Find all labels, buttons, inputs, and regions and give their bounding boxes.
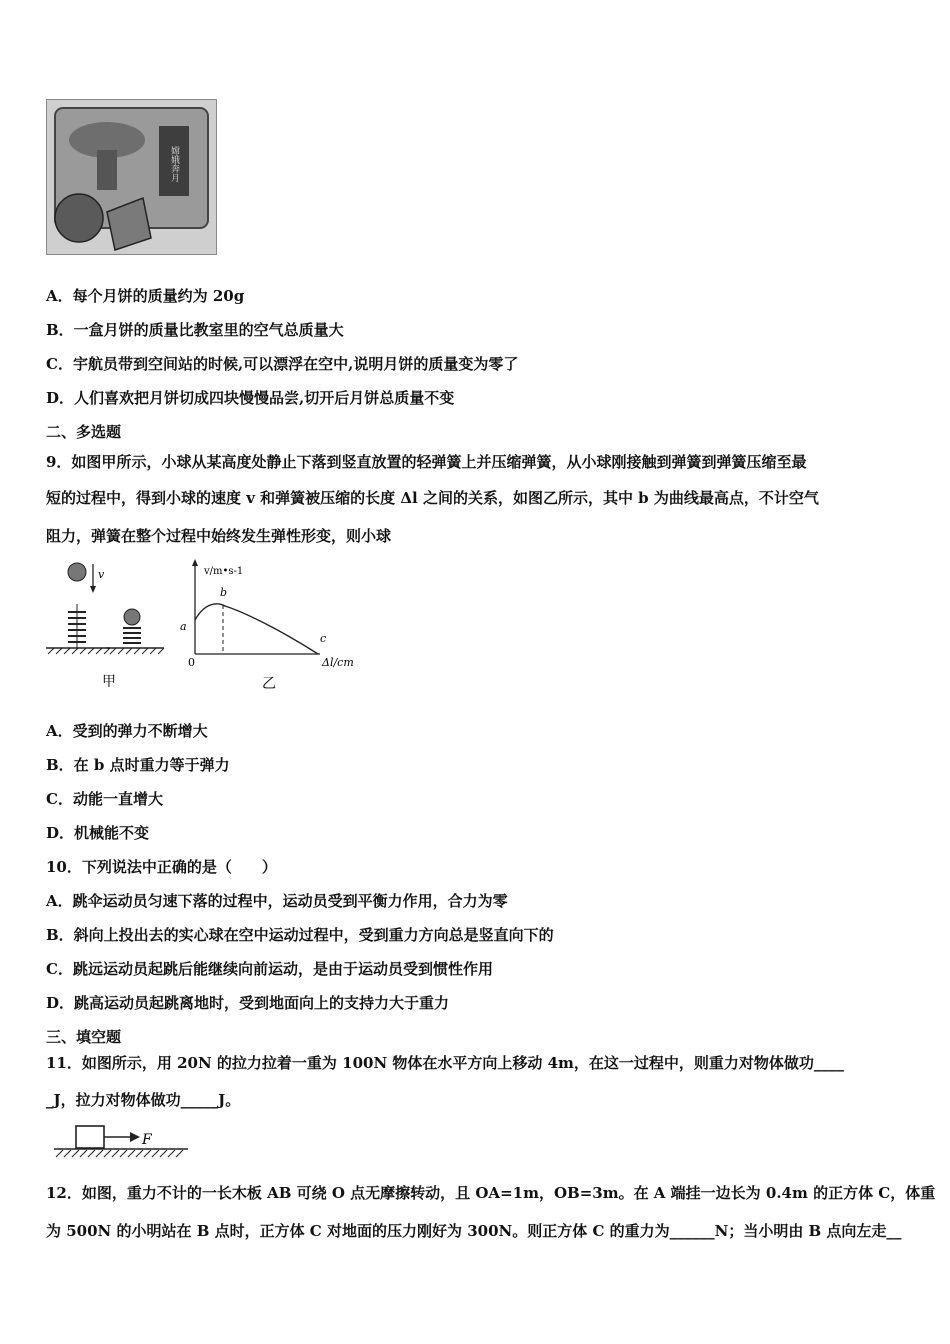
- y-axis-label: v/m•s-1: [204, 566, 244, 577]
- figure-jia-label: 甲: [102, 674, 116, 690]
- block: [76, 1126, 104, 1148]
- point-c-label: c: [320, 632, 327, 645]
- q11-stem-line2: _J，拉力对物体做功_____J。: [46, 1091, 241, 1109]
- figure-yi-graph: [180, 559, 354, 692]
- figure-jia: [46, 563, 164, 690]
- photo-caption: 嫦娥奔月: [169, 146, 179, 182]
- q8-option-c: C．宇航员带到空间站的时候,可以漂浮在空中,说明月饼的质量变为零了: [46, 355, 519, 373]
- q10-stem: 10．下列说法中正确的是（ ）: [46, 858, 277, 876]
- origin-label: 0: [188, 656, 195, 669]
- figure-yi-label: 乙: [262, 676, 276, 692]
- q9-option-c: C．动能一直增大: [46, 790, 163, 808]
- mooncake-photo-drawing: [47, 100, 216, 254]
- q9-option-d: D．机械能不变: [46, 824, 150, 842]
- y-axis-arrow: [192, 559, 198, 566]
- q9-stem-line3: 阻力，弹簧在整个过程中始终发生弹性形变，则小球: [46, 527, 392, 545]
- q8-option-b: B．一盒月饼的质量比教室里的空气总质量大: [46, 321, 344, 339]
- ground-hatch-1: [48, 648, 110, 654]
- velocity-curve: [195, 604, 318, 654]
- spring-compressed: [123, 628, 141, 643]
- x-axis-label: Δl/cm: [322, 656, 354, 669]
- mooncake-photo: [46, 99, 217, 255]
- q12-stem-line1: 12．如图，重力不计的一长木板 AB 可绕 O 点无摩擦转动，且 OA=1m，OB=3m。在 A 端挂一边长为 0.4m 的正方体 C，体重: [46, 1184, 936, 1202]
- force-label: F: [142, 1132, 152, 1148]
- q9-option-a: A．受到的弹力不断增大: [46, 722, 208, 740]
- ground-hatch-2: [110, 648, 164, 654]
- surface-hatch: [56, 1150, 183, 1157]
- force-arrowhead: [130, 1132, 140, 1142]
- q9-figure: [40, 558, 380, 698]
- point-a-label: a: [180, 620, 187, 633]
- q8-option-d: D．人们喜欢把月饼切成四块慢慢品尝,切开后月饼总质量不变: [46, 389, 455, 407]
- q11-figure: [50, 1120, 195, 1166]
- ball-on-spring: [124, 609, 140, 625]
- q10-option-a: A．跳伞运动员匀速下落的过程中，运动员受到平衡力作用，合力为零: [46, 892, 508, 910]
- section-multiple-choice: 二、多选题: [46, 423, 122, 441]
- q10-option-b: B．斜向上投出去的实心球在空中运动过程中，受到重力方向总是竖直向下的: [46, 926, 554, 944]
- velocity-label: v: [98, 568, 105, 581]
- q11-stem-line1: 11．如图所示，用 20N 的拉力拉着一重为 100N 物体在水平方向上移动 4m，在这一过程中，则重力对物体做功____: [46, 1054, 844, 1072]
- tree-trunk: [97, 150, 117, 190]
- falling-ball: [68, 563, 86, 581]
- point-b-label: b: [220, 586, 228, 599]
- q8-option-a: A．每个月饼的质量约为 20g: [46, 287, 245, 305]
- section-fill-in: 三、填空题: [46, 1028, 122, 1046]
- q10-option-d: D．跳高运动员起跳离地时，受到地面向上的支持力大于重力: [46, 994, 450, 1012]
- q10-option-c: C．跳远运动员起跳后能继续向前运动，是由于运动员受到惯性作用: [46, 960, 493, 978]
- velocity-arrowhead: [90, 586, 96, 593]
- q9-stem-line2: 短的过程中，得到小球的速度 v 和弹簧被压缩的长度 Δl 之间的关系，如图乙所示，其中 b 为曲线最高点，不计空气: [46, 489, 819, 507]
- q12-stem-line2: 为 500N 的小明站在 B 点时，正方体 C 对地面的压力刚好为 300N。则正方体 C 的重力为______N；当小明由 B 点向左走__: [46, 1222, 902, 1240]
- q9-option-b: B．在 b 点时重力等于弹力: [46, 756, 230, 774]
- q9-stem-line1: 9．如图甲所示，小球从某高度处静止下落到竖直放置的轻弹簧上并压缩弹簧，从小球刚接触到弹簧到弹簧压缩至最: [46, 453, 807, 471]
- mooncake-round: [55, 194, 103, 242]
